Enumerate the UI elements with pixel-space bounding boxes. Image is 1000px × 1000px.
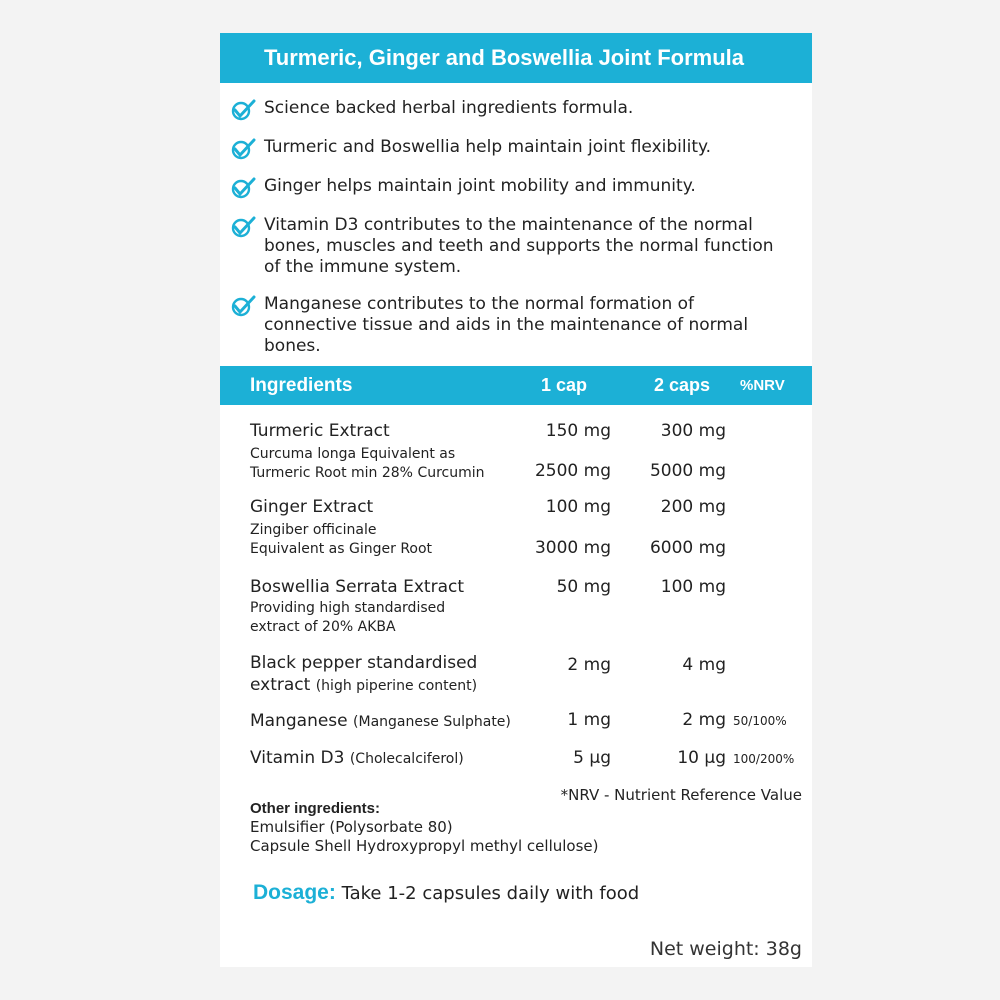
ingredient-note: (high piperine content) — [315, 678, 478, 694]
ingredient-name: Boswellia Serrata Extract — [250, 577, 464, 597]
ingredient-name: Ginger Extract — [250, 497, 374, 517]
other-ingredients — [250, 799, 599, 856]
dosage — [253, 881, 639, 905]
benefit-text: Turmeric and Boswellia help maintain joint flexibility. — [264, 137, 712, 157]
check-icon — [230, 295, 256, 317]
amount-1-cap: 100 mg — [545, 497, 611, 517]
check-icon — [230, 138, 256, 160]
ingredient-name-line — [250, 748, 464, 768]
benefit-text: Science backed herbal ingredients formula. — [264, 98, 634, 118]
other-ingredient-item: Emulsifier (Polysorbate 80) — [250, 818, 453, 836]
ingredient-name-continued — [250, 675, 477, 695]
benefit-text: Manganese contributes to the normal formation of connective tissue and aids in the maintenance of normal bones. — [264, 294, 749, 356]
product-label — [220, 33, 812, 967]
amount-2-caps: 4 mg — [682, 655, 726, 675]
ingredient-note: (Cholecalciferol) — [349, 751, 464, 767]
header-nrv: %NRV — [740, 377, 785, 394]
check-icon — [230, 216, 256, 238]
ingredient-detail: Equivalent as Ginger Root — [250, 541, 433, 557]
header-ingredients: Ingredients — [250, 375, 353, 396]
amount-2-caps: 5000 mg — [649, 461, 726, 481]
ingredient-name: Black pepper standardised — [250, 653, 478, 673]
benefit-text: Vitamin D3 contributes to the maintenance of the normal bones, muscles and teeth and supports the normal function of the immune system. — [264, 215, 774, 277]
ingredient-detail: Zingiber officinale — [250, 522, 377, 538]
amount-2-caps: 300 mg — [660, 421, 726, 441]
amount-1-cap: 3000 mg — [534, 538, 611, 558]
amount-2-caps: 10 µg — [677, 748, 726, 768]
ingredient-name: Turmeric Extract — [250, 421, 390, 441]
net-weight: Net weight: 38g — [649, 938, 802, 960]
header-2-caps: 2 caps — [654, 375, 711, 395]
other-ingredient-item: Capsule Shell Hydroxypropyl methyl cellulose) — [250, 837, 599, 855]
amount-1-cap: 5 µg — [573, 748, 611, 768]
amount-1-cap: 150 mg — [545, 421, 611, 441]
amount-1-cap: 2500 mg — [534, 461, 611, 481]
check-icon — [230, 177, 256, 199]
dosage-text: Take 1-2 capsules daily with food — [341, 883, 640, 904]
ingredient-note: (Manganese Sulphate) — [353, 714, 511, 730]
amount-1-cap: 1 mg — [567, 710, 611, 730]
ingredient-detail: Curcuma longa Equivalent as — [250, 446, 456, 462]
amount-2-caps: 100 mg — [660, 577, 726, 597]
amount-1-cap: 2 mg — [567, 655, 611, 675]
check-icon — [230, 99, 256, 121]
dosage-label: Dosage: — [253, 881, 336, 904]
product-title: Turmeric, Ginger and Boswellia Joint Formula — [264, 45, 745, 70]
nrv-footnote: *NRV - Nutrient Reference Value — [560, 786, 802, 804]
ingredient-name-line2: extract — [250, 675, 311, 695]
amount-2-caps: 200 mg — [660, 497, 726, 517]
nrv-value: 100/200% — [733, 752, 795, 766]
ingredient-detail: extract of 20% AKBA — [250, 619, 396, 635]
ingredient-name-line — [250, 711, 511, 731]
nrv-value: 50/100% — [733, 714, 787, 728]
ingredient-name: Vitamin D3 — [250, 748, 345, 768]
ingredient-detail: Providing high standardised — [250, 600, 446, 616]
benefit-text: Ginger helps maintain joint mobility and immunity. — [264, 176, 696, 196]
ingredient-name: Manganese — [250, 711, 348, 731]
header-1-cap: 1 cap — [541, 375, 588, 395]
title-bar — [220, 33, 812, 83]
ingredients-header — [220, 366, 812, 405]
other-ingredients-heading: Other ingredients: — [250, 800, 381, 817]
amount-2-caps: 6000 mg — [649, 538, 726, 558]
amount-1-cap: 50 mg — [556, 577, 611, 597]
amount-2-caps: 2 mg — [682, 710, 726, 730]
ingredient-detail: Turmeric Root min 28% Curcumin — [250, 465, 485, 481]
